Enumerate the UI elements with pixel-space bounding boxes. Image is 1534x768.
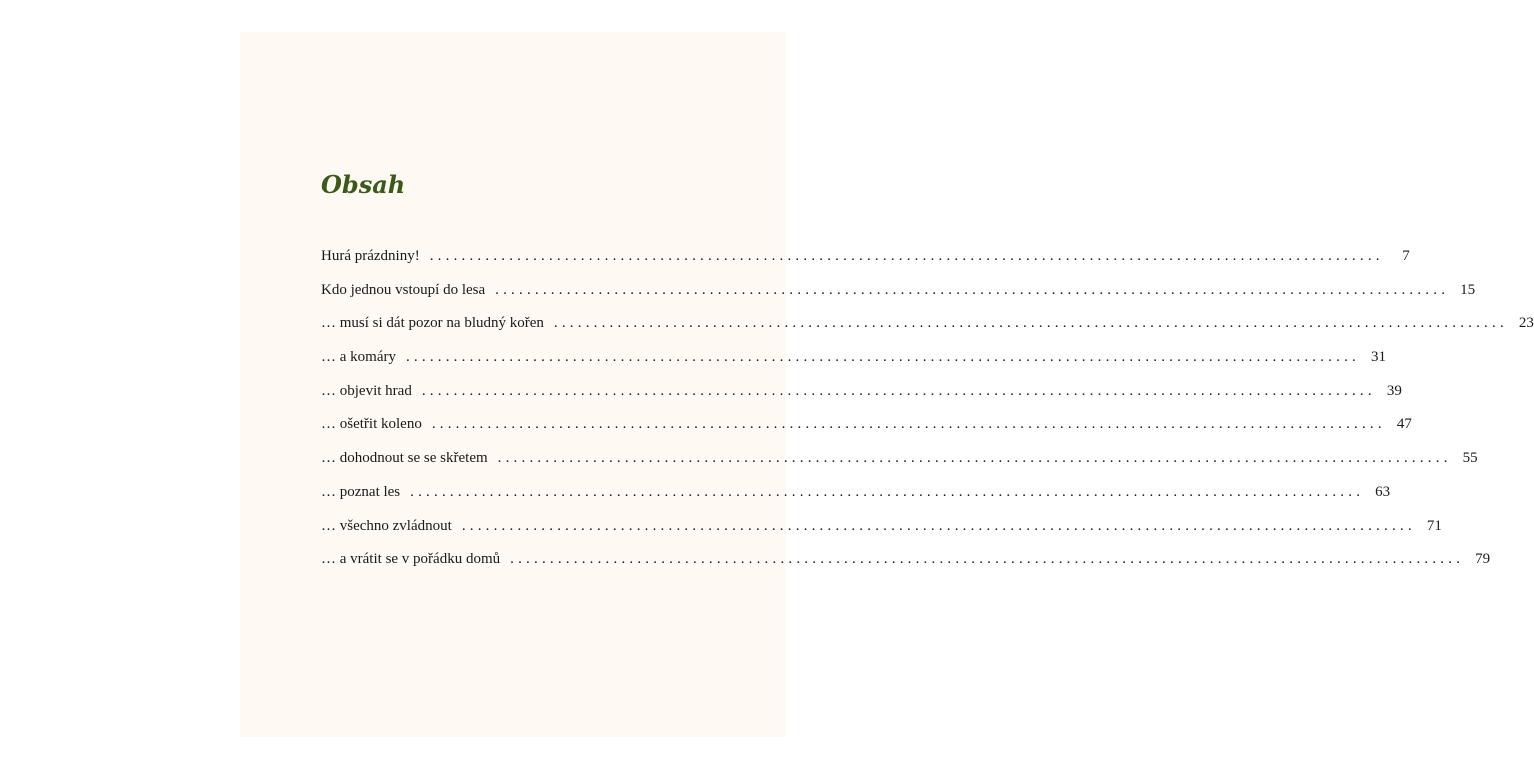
toc-entry-page: 31 [1370,349,1386,366]
toc-entry-page: 7 [1402,248,1410,264]
toc-entry [321,517,1442,552]
toc-entry [321,416,1412,450]
toc-entry-page: 47 [1396,416,1412,433]
toc-entry-label: … poznat les [321,483,401,500]
toc-leader-dots: ........................................................................................................................ [405,349,1360,366]
toc-entry [321,551,1491,585]
toc-entry-label: Hurá prázdniny! [321,248,420,264]
toc-entry [321,483,1391,518]
toc-title: Obsah [321,170,406,199]
toc-leader-dots: ........................................................................................................................ [410,483,1365,500]
toc-entry-label: … objevit hrad [321,382,412,399]
toc-entry [321,248,1410,282]
toc-list [321,248,1534,585]
toc-entry-page: 63 [1375,483,1391,500]
toc-leader-dots: ........................................................................................................................ [510,551,1465,568]
toc-entry-label: … všechno zvládnout [321,517,452,534]
toc-entry [321,281,1476,316]
toc-entry-label: Kdo jednou vstoupí do lesa [321,281,486,298]
toc-leader-dots: ........................................................................................................................ [495,281,1450,298]
toc-entry-page: 39 [1386,382,1402,399]
toc-entry-page: 71 [1426,517,1442,534]
toc-entry-page: 55 [1462,450,1478,467]
toc-entry-label: … dohodnout se se skřetem [321,450,488,467]
toc-leader-dots: ........................................................................................................................ [421,382,1376,399]
toc-entry-page: 15 [1460,281,1476,298]
toc-entry [321,315,1534,349]
toc-entry-page: 23 [1518,315,1534,332]
book-page [240,32,1534,737]
toc-entry [321,450,1478,484]
toc-leader-dots: ........................................................................................................................ [497,450,1452,467]
toc-entry-label: … a vrátit se v pořádku domů [321,551,501,568]
toc-entry [321,382,1402,417]
toc-entry-label: … a komáry [321,349,396,366]
toc-leader-dots: ........................................................................................................................ [429,248,1384,264]
toc-entry-label: … musí si dát pozor na bludný kořen [321,315,544,332]
toc-leader-dots: ........................................................................................................................ [431,416,1386,433]
toc-entry-label: … ošetřit koleno [321,416,422,433]
toc-leader-dots: ........................................................................................................................ [553,315,1508,332]
toc-entry-page: 79 [1475,551,1491,568]
toc-leader-dots: ........................................................................................................................ [461,517,1416,534]
toc-entry [321,349,1386,383]
